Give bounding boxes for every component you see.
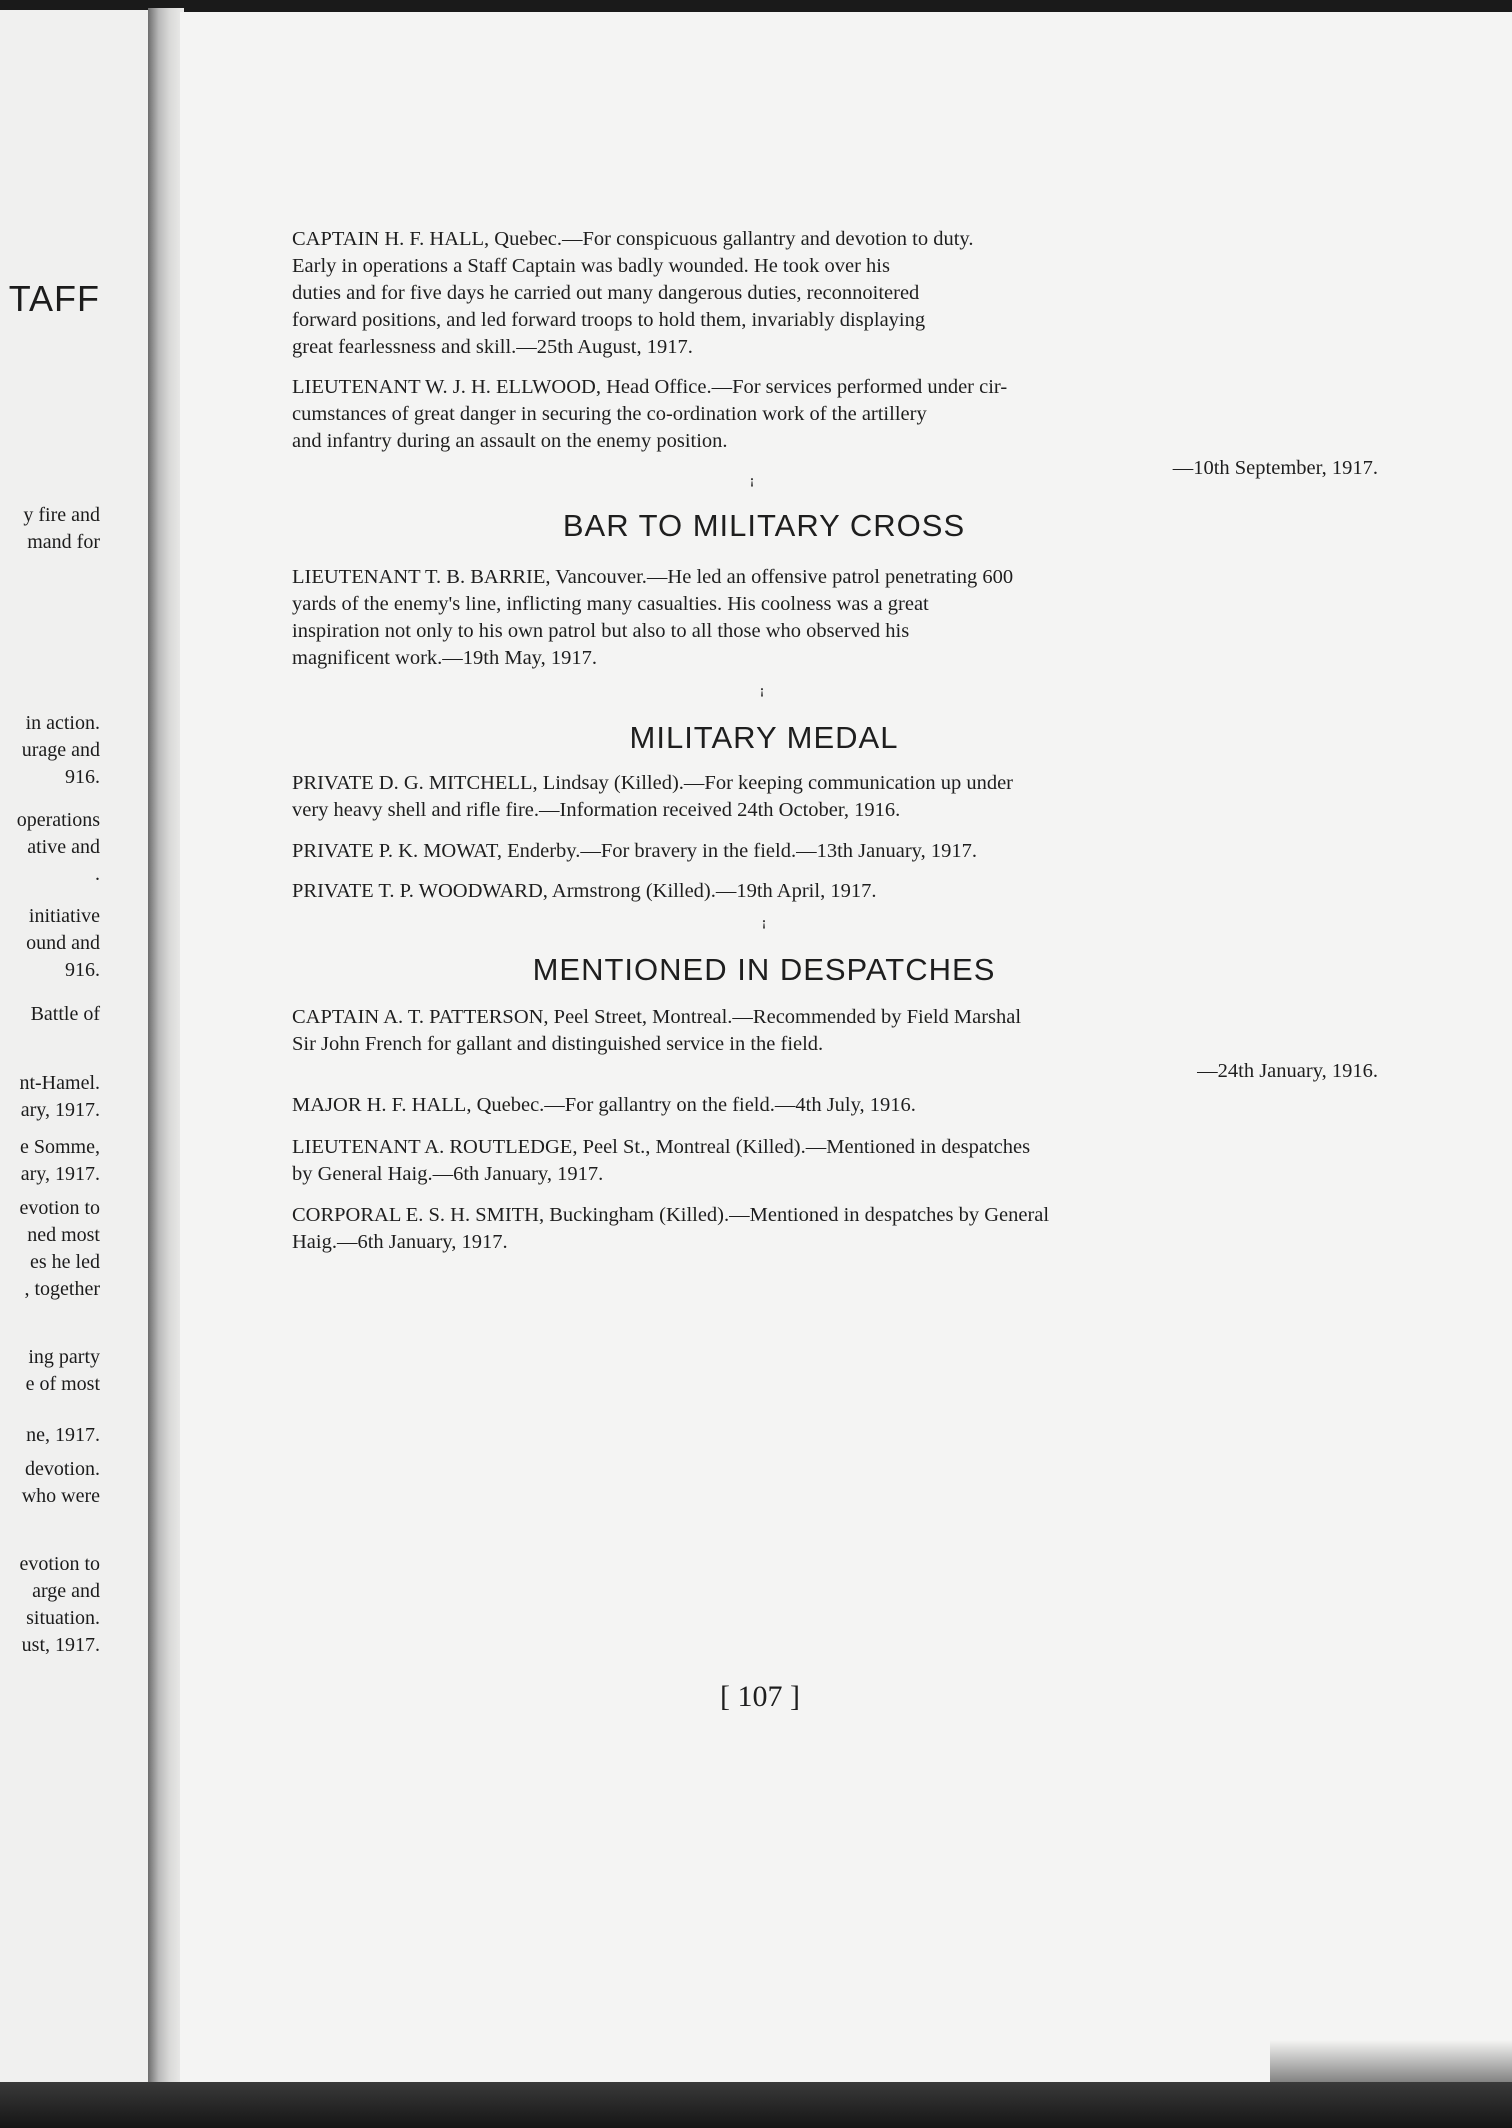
left-facing-page — [0, 10, 148, 2088]
citation-entry — [292, 878, 1378, 905]
citation-entry — [292, 226, 1378, 361]
left-page-fragment: devotion. — [25, 1458, 100, 1480]
citation-entry — [292, 770, 1378, 824]
left-page-fragment: , together — [24, 1278, 100, 1300]
left-page-fragment: e of most — [25, 1373, 100, 1395]
left-page-fragment: nt-Hamel. — [19, 1072, 100, 1094]
left-page-fragment: e Somme, — [20, 1136, 100, 1158]
section-title-bar-to-military-cross: BAR TO MILITARY CROSS — [562, 508, 966, 543]
citation-entry — [292, 564, 1378, 672]
left-page-fragment: ary, 1917. — [20, 1099, 100, 1121]
entry-date: —10th September, 1917. — [1172, 457, 1378, 479]
citation-entry — [292, 1202, 1378, 1256]
section-ornament: ꜟ — [761, 916, 767, 936]
entry-date: —24th January, 1916. — [1197, 1060, 1378, 1082]
entry-line: by General Haig.—6th January, 1917. — [292, 1163, 604, 1185]
entry-line: CAPTAIN A. T. PATTERSON, Peel Street, Montreal.—Recommended by Field Marshal — [292, 1006, 1022, 1028]
citation-entry — [292, 1004, 1378, 1085]
left-page-fragment: ound and — [26, 932, 100, 954]
left-page-fragment: ne, 1917. — [26, 1424, 100, 1446]
left-page-fragment: in action. — [25, 712, 100, 734]
citation-entry — [292, 1134, 1378, 1188]
entry-line: Early in operations a Staff Captain was badly wounded. He took over his — [292, 255, 890, 277]
entry-line: CORPORAL E. S. H. SMITH, Buckingham (Killed).—Mentioned in despatches by General — [292, 1204, 1050, 1226]
left-page-fragment: 916. — [65, 766, 100, 788]
entry-line: Haig.—6th January, 1917. — [292, 1231, 508, 1253]
left-page-fragment: ing party — [28, 1346, 100, 1368]
citation-entry — [292, 838, 1378, 865]
entry-line: yards of the enemy's line, inflicting many casualties. His coolness was a great — [292, 593, 929, 615]
entry-line: PRIVATE T. P. WOODWARD, Armstrong (Killed).—19th April, 1917. — [292, 880, 877, 902]
entry-line: LIEUTENANT A. ROUTLEDGE, Peel St., Montreal (Killed).—Mentioned in despatches — [292, 1136, 1031, 1158]
left-page-fragment: 916. — [65, 959, 100, 981]
left-page-heading: TAFF — [8, 278, 100, 319]
entry-line: LIEUTENANT T. B. BARRIE, Vancouver.—He led an offensive patrol penetrating 600 — [292, 566, 1014, 588]
entry-line: LIEUTENANT W. J. H. ELLWOOD, Head Office.—For services performed under cir- — [292, 376, 1008, 398]
scan-bottom-edge — [0, 2082, 1512, 2128]
entry-line: forward positions, and led forward troops to hold them, invariably displaying — [292, 309, 926, 331]
left-page-fragment: evotion to — [19, 1197, 100, 1219]
left-page-fragment: urage and — [21, 739, 100, 761]
left-page-fragment: ust, 1917. — [21, 1634, 100, 1656]
section-title-military-medal: MILITARY MEDAL — [629, 720, 899, 755]
citation-entry — [292, 1092, 1378, 1119]
entry-line: very heavy shell and rifle fire.—Information received 24th October, 1916. — [292, 799, 901, 821]
left-page-fragment: ary, 1917. — [20, 1163, 100, 1185]
entry-line: inspiration not only to his own patrol but also to all those who observed his — [292, 620, 910, 642]
left-page-fragment: ned most — [27, 1224, 100, 1246]
citation-entry — [292, 374, 1378, 482]
left-page-fragment: evotion to — [19, 1553, 100, 1575]
entry-line: PRIVATE D. G. MITCHELL, Lindsay (Killed).—For keeping communication up under — [292, 772, 1014, 794]
left-page-fragment: mand for — [27, 531, 100, 553]
entry-line: CAPTAIN H. F. HALL, Quebec.—For conspicuous gallantry and devotion to duty. — [292, 228, 974, 250]
left-page-fragment: arge and — [32, 1580, 100, 1602]
left-page-fragment: who were — [21, 1485, 100, 1507]
entry-line: PRIVATE P. K. MOWAT, Enderby.—For bravery in the field.—13th January, 1917. — [292, 840, 977, 862]
left-page-fragment: initiative — [28, 905, 100, 927]
section-ornament: ꜟ — [749, 474, 755, 494]
entry-line: MAJOR H. F. HALL, Quebec.—For gallantry on the field.—4th July, 1916. — [292, 1094, 916, 1116]
page-number: [ 107 ] — [720, 1680, 800, 1713]
entry-line: magnificent work.—19th May, 1917. — [292, 647, 597, 669]
entry-line: great fearlessness and skill.—25th August, 1917. — [292, 336, 693, 358]
section-ornament: ꜟ — [759, 684, 765, 704]
left-page-fragment: ative and — [27, 836, 100, 858]
left-page-fragment: . — [95, 863, 100, 885]
book-gutter — [148, 8, 184, 2092]
entry-line: Sir John French for gallant and distinguished service in the field. — [292, 1033, 824, 1055]
entry-line: and infantry during an assault on the enemy position. — [292, 430, 728, 452]
left-page-fragment: operations — [16, 809, 100, 831]
entry-line: cumstances of great danger in securing the co-ordination work of the artillery — [292, 403, 927, 425]
left-page-fragment: situation. — [26, 1607, 100, 1629]
left-page-fragment: Battle of — [30, 1003, 100, 1025]
left-page-fragment: es he led — [30, 1251, 100, 1273]
section-title-mentioned-in-despatches: MENTIONED IN DESPATCHES — [532, 952, 996, 987]
entry-line: duties and for five days he carried out many dangerous duties, reconnoitered — [292, 282, 920, 304]
left-page-fragment: y fire and — [23, 504, 100, 526]
